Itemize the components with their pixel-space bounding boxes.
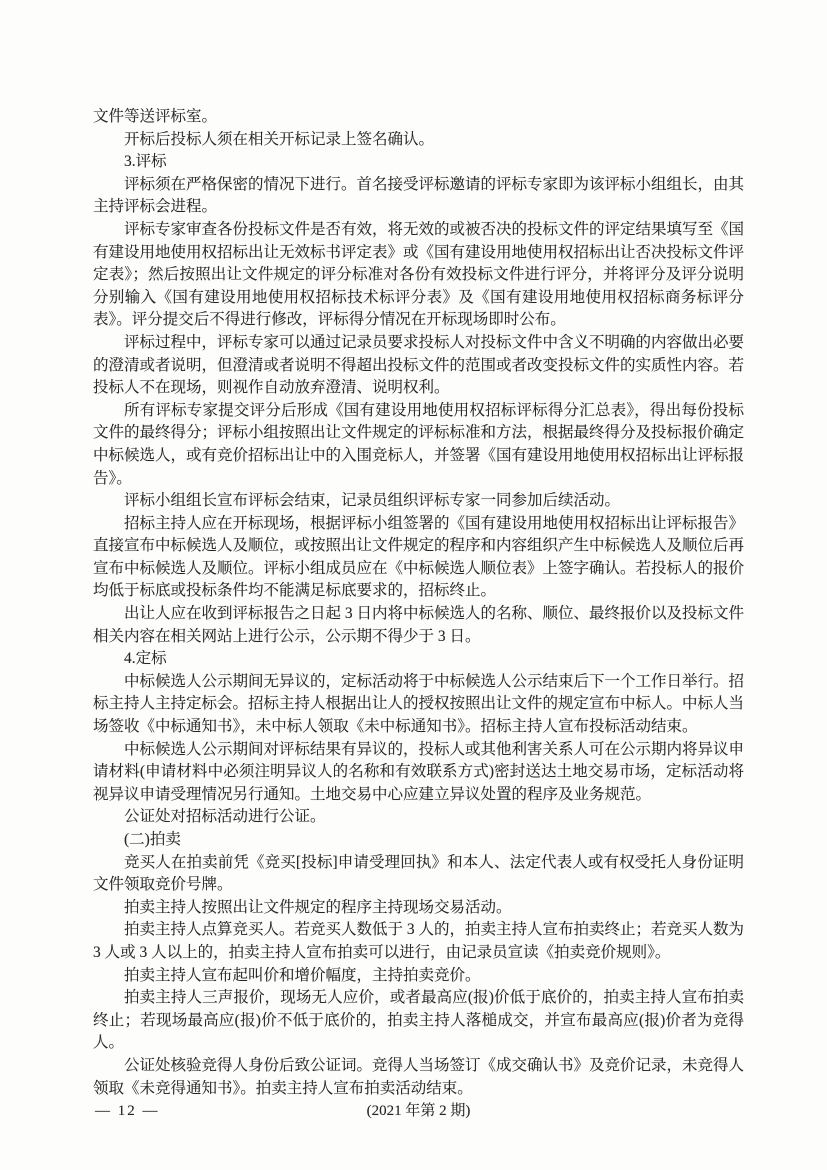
paragraph: 公证处核验竞得人身份后致公证词。竞得人当场签订《成交确认书》及竞价记录，未竞得人领取《未竞得通知书》。拍卖主持人宣布拍卖活动结束。 [93, 1056, 745, 1097]
issue-label: (2021 年第 2 期) [366, 1103, 471, 1120]
paragraph: 拍卖主持人三声报价，现场无人应价，或者最高应(报)价低于底价的，拍卖主持人宣布拍卖终止；若现场最高应(报)价不低于底价的，拍卖主持人落槌成交，并宣布最高应(报)价者为竞得人。 [93, 989, 744, 1052]
section-heading-paimai: (二)拍卖 [124, 831, 181, 848]
paragraph: 公证处对招标活动进行公证。 [124, 808, 326, 826]
paragraph: 中标候选人公示期间无异议的，定标活动将于中标候选人公示结束后下一个工作日举行。招标主持人主持定标会。招标主持人根据出让人的授权按照出让文件的规定宣布中标人。中标人当场签收《中标通知书》，未中标人领取《未中标通知书》。招标主持人宣布投标活动结束。 [93, 672, 745, 736]
paragraph: 评标须在严格保密的情况下进行。首名接受评标邀请的评标专家即为该评标小组组长，由其主持评标会进程。 [93, 175, 745, 216]
paragraph: 竞买人在拍卖前凭《竞买[投标]申请受理回执》和本人、法定代表人或有权受托人身份证明文件领取竞价号牌。 [93, 853, 744, 894]
document-body [93, 106, 744, 1100]
section-heading-pingbiao: 3.评标 [124, 153, 167, 171]
paragraph: 评标小组组长宣布评标会结束，记录员组织评标专家一同参加后续活动。 [124, 492, 621, 510]
paragraph: 拍卖主持人宣布起叫价和增价幅度，主持拍卖竞价。 [124, 966, 481, 984]
page-footer [93, 1100, 744, 1123]
paragraph: 评标过程中，评标专家可以通过记录员要求投标人对投标文件中含义不明确的内容做出必要的澄清或者说明，但澄清或者说明不得超出投标文件的范围或者改变投标文件的实质性内容。若投标人不在现场，则视作自动放弃澄清、说明权利。 [93, 333, 745, 397]
paragraph: 出让人应在收到评标报告之日起 3 日内将中标候选人的名称、顺位、最终报价以及投标文件相关内容在相关网站上进行公示，公示期不得少于 3 日。 [93, 605, 745, 645]
paragraph: 中标候选人公示期间对评标结果有异议的，投标人或其他利害关系人可在公示期内将异议申请材料(申请材料中必须注明异议人的名称和有效联系方式)密封送达土地交易市场，定标活动将视异议申请受理情况另行通知。土地交易中心应建立异议处置的程序及业务规范。 [93, 740, 745, 803]
paragraph: 所有评标专家提交评分后形成《国有建设用地使用权招标评标得分汇总表》，得出每份投标文件的最终得分；评标小组按照出让文件规定的评标标准和方法，根据最终得分及投标报价确定中标候选人，或有竞价招标出让中的入围竞标人，并签署《国有建设用地使用权招标出让评标报告》。 [93, 401, 745, 487]
paragraph: 评标专家审查各份投标文件是否有效，将无效的或被否决的投标文件的评定结果填写至《国有建设用地使用权招标出让无效标书评定表》或《国有建设用地使用权招标出让否决投标文件评定表》；然后按照出让文件规定的评分标准对各份有效投标文件进行评分，并将评分及评分说明分别输入《国有建设用地使用权招标技术标评分表》及《国有建设用地使用权招标商务标评分表》。评分提交后不得进行修改，评标得分情况在开标现场即时公布。 [93, 220, 745, 329]
paragraph: 开标后投标人须在相关开标记录上签名确认。 [124, 130, 435, 148]
section-heading-dingbiao: 4.定标 [124, 650, 167, 668]
paragraph: 文件等送评标室。 [93, 108, 218, 125]
paragraph: 拍卖主持人点算竞买人。若竞买人数低于 3 人的，拍卖主持人宣布拍卖终止；若竞买人数为 3 人或 3 人以上的，拍卖主持人宣布拍卖可以进行，由记录员宣读《拍卖竞价规则》。 [93, 921, 745, 961]
paragraph: 招标主持人应在开标现场，根据评标小组签署的《国有建设用地使用权招标出让评标报告》直接宣布中标候选人及顺位，或按照出让文件规定的程序和内容组织产生中标候选人及顺位后再宣布中标候选人及顺位。评标小组成员应在《中标候选人顺位表》上签字确认。若投标人的报价均低于标底或投标条件均不能满足标底要求的，招标终止。 [93, 514, 745, 600]
page-number: — 12 — [95, 1103, 160, 1120]
paragraph: 拍卖主持人按照出让文件规定的程序主持现场交易活动。 [124, 898, 512, 916]
